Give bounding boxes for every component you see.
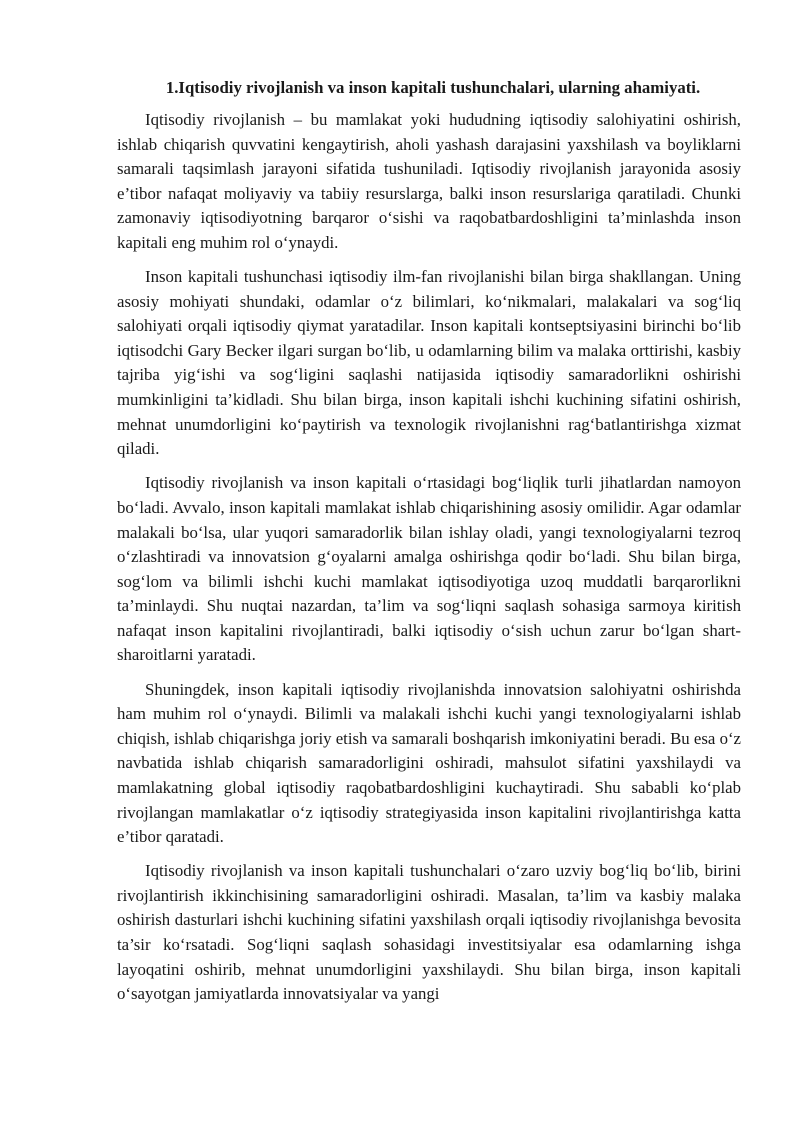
paragraph-innovation: Shuningdek, inson kapitali iqtisodiy rivojlanishda innovatsion salohiyatni oshirishda ham muhim rol o‘ynaydi. Bilimli va malakali ishchi kuchi yangi texnologiyalarni ishlab chiqish, ishlab chiqarishga joriy etish va samarali boshqarish imkoniyatini beradi. Bu esa o‘z navbatida ishlab chiqarish samaradorligini oshiradi, mahsulot sifatini yaxshilaydi va mamlakatning global iqtisodiy raqobatbardoshligini kuchaytiradi. Shu sababli ko‘plab rivojlangan mamlakatlar o‘z iqtisodiy strategiyasida inson kapitalini rivojlantirishga katta e’tibor qaratadi.	[117, 679, 741, 847]
document-page	[117, 76, 741, 1016]
paragraph-economic-development: Iqtisodiy rivojlanish – bu mamlakat yoki hududning iqtisodiy salohiyatini oshirish, ishlab chiqarish quvvatini kengaytirish, aholi yashash darajasini yaxshilash va boyliklarni samarali taqsimlash jarayoni sifatida tushuniladi. Iqtisodiy rivojlanish jarayonida asosiy e’tibor nafaqat moliyaviy va tabiiy resurslarga, balki inson resurslariga qaratiladi. Chunki zamonaviy iqtisodiyotning barqaror o‘sishi va raqobatbardoshligini ta’minlashda inson kapitali eng muhim rol o‘ynaydi.	[117, 110, 741, 252]
section-heading: 1.Iqtisodiy rivojlanish va inson kapitali tushunchalari, ularning ahamiyati.	[165, 78, 701, 97]
paragraph-relationship: Iqtisodiy rivojlanish va inson kapitali o‘rtasidagi bog‘liqlik turli jihatlardan namoyon bo‘ladi. Avvalo, inson kapitali mamlakat ishlab chiqarishining asosiy omilidir. Agar odamlar malakali bo‘lsa, ular yuqori samaradorlik bilan ishlay oladi, yangi texnologiyalarni tezroq o‘zlashtiradi va innovatsion g‘oyalarni amalga oshirishga qodir bo‘ladi. Shu bilan birga, sog‘lom va bilimli ishchi kuchi mamlakat iqtisodiyotiga uzoq muddatli barqarorlikni ta’minlaydi. Shu nuqtai nazardan, ta’lim va sog‘liqni saqlash sohasiga sarmoya kiritish nafaqat inson kapitalini rivojlantiradi, balki iqtisodiy o‘sish uchun zarur bo‘lgan shart-sharoitlarni yaratadi.	[117, 473, 741, 665]
paragraph-human-capital-concept: Inson kapitali tushunchasi iqtisodiy ilm-fan rivojlanishi bilan birga shakllangan. Uning asosiy mohiyati shundaki, odamlar o‘z bilimlari, ko‘nikmalari, malakalari va sog‘liq salohiyati orqali iqtisodiy qiymat yaratadilar. Inson kapitali kontseptsiyasini birinchi bo‘lib iqtisodchi Gary Becker ilgari surgan bo‘lib, u odamlarning bilim va malaka orttirishi, kasbiy tajriba yig‘ishi va sog‘ligini saqlashi natijasida iqtisodiy samaradorlikni oshirishi mumkinligini ta’kidladi. Shu bilan birga, inson kapitali ishchi kuchining sifatini oshirish, mehnat unumdorligini ko‘paytirish va texnologik rivojlanishni rag‘batlantirishga xizmat qiladi.	[117, 267, 741, 459]
paragraph-interdependence: Iqtisodiy rivojlanish va inson kapitali tushunchalari o‘zaro uzviy bog‘liq bo‘lib, birini rivojlantirish ikkinchisining samaradorligini oshiradi. Masalan, ta’lim va kasbiy malaka oshirish dasturlari ishchi kuchining sifatini yaxshilash orqali iqtisodiy rivojlanishga bevosita ta’sir ko‘rsatadi. Sog‘liqni saqlash sohasidagi investitsiyalar esa odamlarning ishga layoqatini oshirib, mehnat unumdorligini yaxshilaydi. Shu bilan birga, inson kapitali o‘sayotgan jamiyatlarda innovatsiyalar va yangi	[117, 861, 741, 1004]
